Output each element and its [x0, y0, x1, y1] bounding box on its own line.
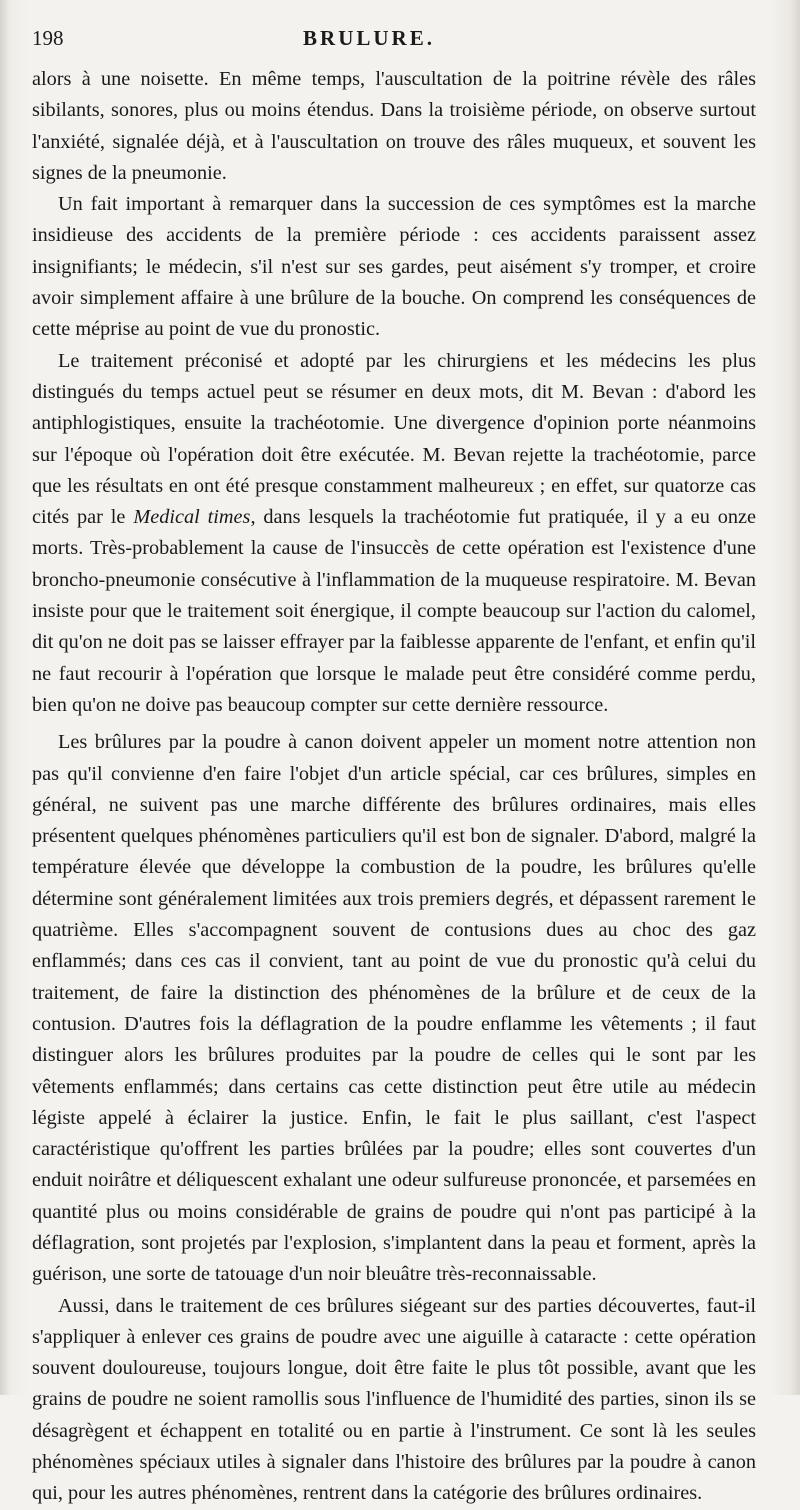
paragraph-3 [32, 346, 756, 722]
paragraph-4-text: Les brûlures par la poudre à canon doivent appeler un moment notre attention non pas qu'il convienne d'en faire l'objet d'un article spécial, car ces brûlures, simples en général, ne suivent pas une marche différente des brûlures ordinaires, mais elles présentent quelques phénomènes particuliers qu'il est bon de signaler. D'abord, malgré la température élevée que développe la combustion de la poudre, les brûlures qu'elle détermine sont généralement limitées aux trois premiers degrés, et dépassent rarement le quatrième. Elles s'accompagnent souvent de contusions dues au choc des gaz enflammés; dans ces cas il convient, tant au point de vue du pronostic qu'à celui du traitement, de faire la distinction des phénomènes de la brûlure et de ceux de la contusion. D'autres fois la déflagration de la poudre enflamme les vêtements ; il faut distinguer alors les brûlures produites par la poudre de celles qui le sont par les vêtements enflammés; dans certains cas cette distinction peut être utile au médecin légiste appelé à éclairer la justice. Enfin, le fait le plus saillant, c'est l'aspect caractéristique qu'offrent les parties brûlées par la poudre; elles sont couvertes d'un enduit noirâtre et déliquescent exhalant une odeur sulfureuse prononcée, et parsemées en quantité plus ou moins considérable de grains de poudre qui n'ont pas participé à la déflagration, sont projetés par l'explosion, s'implantent dans la peau et forment, après la guérison, une sorte de tatouage d'un noir bleuâtre très-reconnaissable. [32, 731, 756, 1286]
body-text [32, 64, 756, 1510]
paragraph-3-text-a: Le traitement préconisé et adopté par les chirurgiens et les médecins les plus distingués du temps actuel peut se résumer en deux mots, dit M. Bevan : d'abord les antiphlogistiques, ensuite la trachéotomie. Une divergence d'opinion porte néanmoins sur l'époque où l'opération doit être exécutée. M. Bevan rejette la trachéotomie, parce que les résultats en ont été presque constamment malheureux ; en effet, sur quatorze cas cités par le [32, 349, 756, 529]
paragraph-3-text-b: , dans lesquels la trachéotomie fut pratiquée, il y a eu onze morts. Très-probablement la cause de l'insuccès de cette opération est l'existence d'une broncho-pneumonie consécutive à l'inflammation de la muqueuse respiratoire. M. Bevan insiste pour que le traitement soit énergique, il compte beaucoup sur l'action du calomel, dit qu'on ne doit pas se laisser effrayer par la faiblesse apparente de l'enfant, et enfin qu'il ne faut recourir à l'opération que lorsque le malade peut être considéré comme perdu, bien qu'on ne doive pas beaucoup compter sur cette dernière ressource. [32, 506, 756, 716]
paragraph-2 [32, 189, 756, 345]
page-number: 198 [32, 26, 64, 50]
journal-title: Medical times [133, 506, 251, 529]
paragraph-1-text: alors à une noisette. En même temps, l'auscultation de la poitrine révèle des râles sibilants, sonores, plus ou moins étendus. Dans la troisième période, on observe surtout l'anxiété, signalée déjà, et à l'auscultation on trouve des râles muqueux, et souvent les signes de la pneumonie. [32, 68, 756, 184]
paragraph-5-text: Aussi, dans le traitement de ces brûlures siégeant sur des parties découvertes, faut-il s'appliquer à enlever ces grains de poudre avec une aiguille à cataracte : cette opération souvent douloureuse, toujours longue, doit être faite le plus tôt possible, avant que les grains de poudre ne soient ramollis sous l'influence de l'humidité des parties, sinon ils se désagrègent et échappent en totalité ou en partie à l'instrument. Ce sont là les seules phénomènes spéciaux utiles à signaler dans l'histoire des brûlures par la poudre à canon qui, pour les autres phénomènes, rentrent dans la catégorie des brûlures ordinaires. [32, 1294, 756, 1505]
paragraph-2-text: Un fait important à remarquer dans la succession de ces symptômes est la marche insidieuse des accidents de la première période : ces accidents paraissent assez insignifiants; le médecin, s'il n'est sur ses gardes, peut aisément s'y tromper, et croire avoir simplement affaire à une brûlure de la bouche. On comprend les conséquences de cette méprise au point de vue du pronostic. [32, 193, 756, 341]
paragraph-5 [32, 1291, 756, 1510]
running-title: BRULURE. [303, 26, 435, 50]
page-header [32, 26, 756, 64]
paragraph-4 [32, 727, 756, 1290]
paragraph-1 [32, 64, 756, 189]
